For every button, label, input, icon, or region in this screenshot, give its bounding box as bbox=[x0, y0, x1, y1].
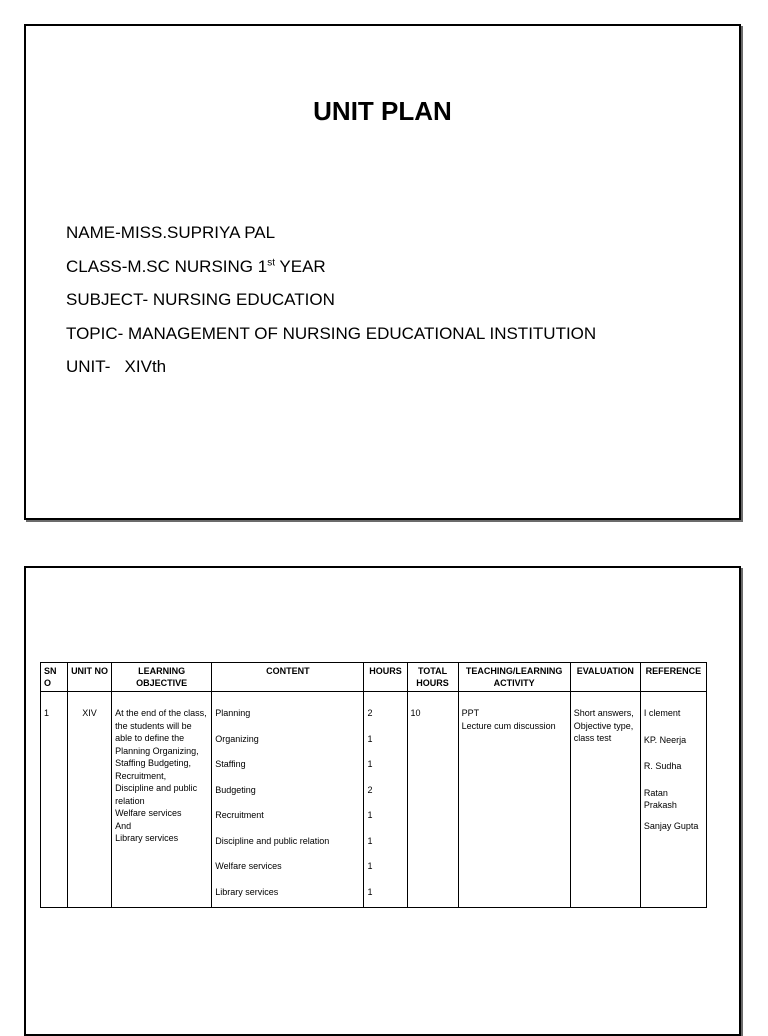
hours-item: 1 bbox=[367, 886, 373, 897]
cell-objective bbox=[112, 692, 212, 908]
evaluation-text: Short answers, Objective type, class test bbox=[573, 708, 634, 743]
header-hours: HOURS bbox=[364, 663, 407, 692]
hours-item: 1 bbox=[367, 733, 373, 744]
cell-activity bbox=[458, 692, 570, 908]
table-header-row bbox=[41, 663, 707, 692]
content-item: Staffing bbox=[215, 759, 246, 769]
slide-title-page bbox=[24, 24, 741, 520]
content-item: Planning bbox=[215, 708, 251, 718]
content-item: Budgeting bbox=[215, 784, 256, 795]
unit-plan-table bbox=[40, 662, 707, 908]
cell-hours bbox=[364, 692, 407, 908]
content-item: Discipline and public relation bbox=[215, 835, 330, 846]
info-block bbox=[66, 216, 596, 384]
content-item: Recruitment bbox=[215, 810, 264, 820]
subject-line: SUBJECT- NURSING EDUCATION bbox=[66, 290, 335, 309]
hours-item: 1 bbox=[367, 861, 373, 871]
hours-item: 1 bbox=[367, 810, 373, 820]
topic-line: TOPIC- MANAGEMENT OF NURSING EDUCATIONAL INSTITUTION bbox=[66, 323, 597, 343]
header-total-hours: TOTAL HOURS bbox=[407, 663, 458, 692]
header-unit-no: UNIT NO bbox=[68, 663, 112, 692]
objective-text: At the end of the class, the students will be able to define the Planning Organizing, Staffing Budgeting, Recruitment, Discipline and public relation Welfare services And Library services bbox=[115, 708, 207, 843]
cell-evaluation bbox=[570, 692, 640, 908]
name-line: NAME-MISS.SUPRIYA PAL bbox=[66, 223, 276, 242]
unit-line: UNIT- XIVth bbox=[66, 357, 167, 376]
class-prefix: CLASS-M.SC NURSING 1 bbox=[66, 256, 268, 276]
reference-item: I clement bbox=[643, 708, 681, 718]
header-evaluation: EVALUATION bbox=[570, 663, 640, 692]
header-content: CONTENT bbox=[212, 663, 364, 692]
hours-item: 1 bbox=[367, 759, 373, 769]
header-sno: SN O bbox=[41, 663, 68, 692]
header-reference: REFERENCE bbox=[640, 663, 706, 692]
class-line bbox=[66, 250, 596, 284]
header-activity: TEACHING/LEARNING ACTIVITY bbox=[458, 663, 570, 692]
page-title: UNIT PLAN bbox=[313, 96, 452, 126]
table-row bbox=[41, 692, 707, 908]
reference-item: Ratan Prakash bbox=[643, 787, 677, 810]
cell-sno bbox=[41, 692, 68, 908]
cell-reference bbox=[640, 692, 706, 908]
cell-total-hours bbox=[407, 692, 458, 908]
reference-item: KP. Neerja bbox=[643, 734, 687, 745]
content-item: Organizing bbox=[215, 733, 259, 744]
hours-item: 1 bbox=[367, 835, 373, 846]
activity-text: PPT Lecture cum discussion bbox=[461, 708, 556, 731]
class-suffix: YEAR bbox=[274, 256, 326, 276]
hours-item: 2 bbox=[367, 708, 373, 718]
reference-item: R. Sudha bbox=[643, 761, 682, 771]
slide-unit-table bbox=[24, 566, 741, 1036]
unit-no-value: XIV bbox=[82, 708, 97, 718]
sno-value: 1 bbox=[44, 708, 50, 718]
total-hours-value: 10 bbox=[410, 708, 421, 718]
reference-item: Sanjay Gupta bbox=[643, 820, 699, 831]
header-objective: LEARNING OBJECTIVE bbox=[112, 663, 212, 692]
hours-item: 2 bbox=[367, 784, 373, 795]
cell-unit-no bbox=[68, 692, 112, 908]
cell-content bbox=[212, 692, 364, 908]
content-item: Welfare services bbox=[215, 861, 282, 871]
content-item: Library services bbox=[215, 886, 279, 897]
class-sup: st bbox=[267, 256, 275, 268]
